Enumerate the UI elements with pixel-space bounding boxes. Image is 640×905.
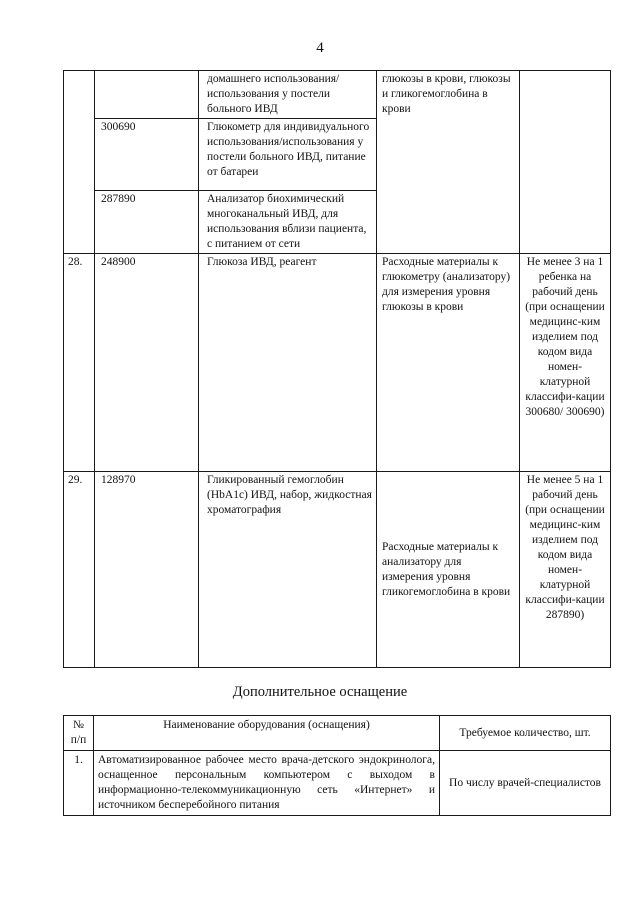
name-cell: Глюкоза ИВД, реагент xyxy=(199,254,377,472)
equipment-table xyxy=(63,70,611,668)
section-title: Дополнительное оснащение xyxy=(232,684,408,700)
row-number-cell: 1. xyxy=(64,751,94,816)
header-qty: Требуемое количество, шт. xyxy=(440,716,611,751)
table-row xyxy=(64,751,611,816)
code-cell: 248900 xyxy=(95,254,199,472)
quantity-cell: Не менее 5 на 1 рабочий день (при оснащении медицинс-ким изделием под кодом вида номен-клатурной классифи-кации 287890) xyxy=(520,472,611,668)
additional-equipment-table xyxy=(63,715,611,816)
code-cell: 300690 xyxy=(95,119,199,191)
quantity-cell xyxy=(520,71,611,254)
name-cell: Гликированный гемоглобин (HbA1c) ИВД, набор, жидкостная хроматография xyxy=(199,472,377,668)
code-cell xyxy=(95,71,199,119)
table-row xyxy=(64,472,611,668)
header-row xyxy=(64,716,611,751)
header-name: Наименование оборудования (оснащения) xyxy=(94,716,440,751)
row-number-cell xyxy=(64,71,95,254)
table-row xyxy=(64,254,611,472)
purpose-cell: глюкозы в крови, глюкозы и гликогемоглобина в крови xyxy=(377,71,520,254)
row-number-cell: 29. xyxy=(64,472,95,668)
name-cell: Автоматизированное рабочее место врача-детского эндокринолога, оснащенное персональным компьютером с выходом в информационно-телекоммуникационную сеть «Интернет» и источником бесперебойного питания xyxy=(94,751,440,816)
quantity-cell: По числу врачей-специалистов xyxy=(440,751,611,816)
code-cell: 128970 xyxy=(95,472,199,668)
purpose-cell: Расходные материалы к глюкометру (анализатору) для измерения уровня глюкозы в крови xyxy=(377,254,520,472)
page-number: 4 xyxy=(316,40,324,56)
row-number-cell: 28. xyxy=(64,254,95,472)
table-row xyxy=(64,71,611,119)
header-num: № п/п xyxy=(64,716,94,751)
code-cell: 287890 xyxy=(95,191,199,254)
purpose-cell: Расходные материалы к анализатору для измерения уровня гликогемоглобина в крови xyxy=(377,472,520,668)
name-cell: Анализатор биохимический многоканальный ИВД, для использования вблизи пациента, с питанием от сети xyxy=(199,191,377,254)
name-cell: Глюкометр для индивидуального использования/использования у постели больного ИВД, питание от батареи xyxy=(199,119,377,191)
quantity-cell: Не менее 3 на 1 ребенка на рабочий день (при оснащении медицинс-ким изделием под кодом вида номен-клатурной классифи-кации 300680/ 300690) xyxy=(520,254,611,472)
name-cell: домашнего использования/использования у постели больного ИВД xyxy=(199,71,377,119)
